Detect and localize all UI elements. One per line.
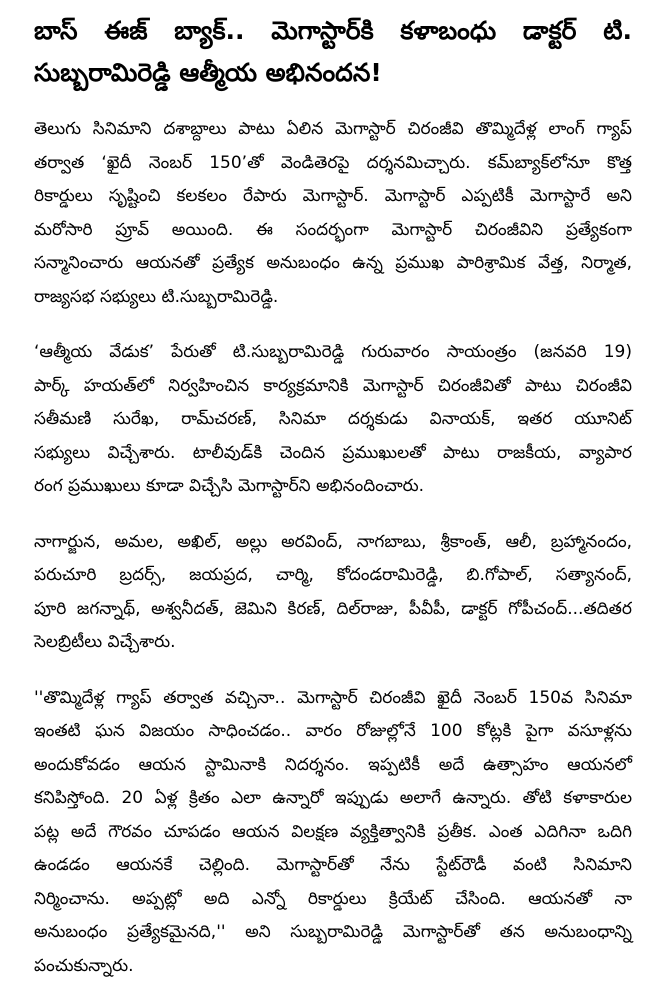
paragraph-line: ఉండడం ఆయనకే చెల్లింది. మెగాస్టార్‌తో నేను స్టేట్‌రౌడీ వంటి సినిమాని bbox=[34, 855, 632, 875]
paragraph-line: సతీమణి సురేఖ, రామ్‌చరణ్, సినిమా దర్శకుడు వినాయక్, ఇతర యూనిట్ bbox=[34, 409, 632, 429]
paragraph-line: సెలబ్రిటీలు విచ్చేశారు. bbox=[34, 632, 176, 652]
paragraph-line: తర్వాత ‘ఖైదీ నెంబర్ 150’తో వెండితెరపై దర్శనమిచ్చారు. కమ్‌బ్యాక్‌లోనూ కొత్త bbox=[34, 152, 632, 173]
article-title-line: సుబ్బరామిరెడ్డి ఆత్మీయ అభినందన! bbox=[34, 58, 382, 87]
paragraph-line: పరుచూరి బ్రదర్స్, జయప్రద, చార్మి, కోదండరామిరెడ్డి, బి.గోపాల్, సత్యానంద్, bbox=[34, 565, 632, 585]
paragraph-line: రికార్డులు సృష్టించి కలకలం రేపారు మెగాస్టార్. మెగాస్టార్ ఎప్పటికీ మెగాస్టారే అని bbox=[34, 186, 632, 206]
paragraph-line: అనుబంధం ప్రత్యేకమైనది,'' అని సుబ్బరామిరెడ్డి మెగాస్టార్‌తో తన అనుబంధాన్ని bbox=[34, 922, 632, 942]
paragraph-line: పంచుకున్నారు. bbox=[34, 955, 134, 976]
paragraph-line: సభ్యులు విచ్చేశారు. టాలీవుడ్‌కి చెందిన ప్రముఖులతో పాటు రాజకీయ, వ్యాపార bbox=[34, 442, 632, 463]
paragraph-line: తెలుగు సినిమాని దశాబ్దాలు పాటు ఏలిన మెగాస్టార్ చిరంజీవి తొమ్మిదేళ్ల లాంగ్ గ్యాప్ bbox=[34, 119, 632, 139]
article-title-line: బాస్ ఈజ్ బ్యాక్.. మెగాస్టార్‌కి కళాబంధు డాక్టర్ టి. bbox=[34, 16, 632, 45]
paragraph-line: కనిపిస్తోంది. 20 ఏళ్ల క్రితం ఎలా ఉన్నారో ఇప్పుడు అలాగే ఉన్నారు. తోటి కళాకారుల bbox=[34, 788, 632, 808]
paragraph-line: ఇంతటి ఘన విజయం సాధించడం.. వారం రోజుల్లోనే 100 కోట్లకి పైగా వసూళ్లను bbox=[34, 721, 632, 741]
article-paragraph bbox=[34, 113, 632, 314]
paragraph-line: సన్మానించారు ఆయనతో ప్రత్యేక అనుబంధం ఉన్న ప్రముఖ పారిశ్రామిక వేత్త, నిర్మాత, bbox=[34, 253, 632, 273]
article-paragraph bbox=[34, 682, 632, 984]
paragraph-line: రంగ ప్రముఖులు కూడా విచ్చేసి మెగాస్టార్‌ని అభినందించారు. bbox=[34, 476, 425, 496]
article-paragraph bbox=[34, 526, 632, 660]
paragraph-line: పూరి జగన్నాథ్, అశ్వనీదత్, జెమిని కిరణ్, దిల్‌రాజు, పీవీపీ, డాక్టర్ గోపీచంద్...తదితర bbox=[34, 598, 632, 619]
paragraph-line: అందుకోవడం ఆయన స్టామినాకి నిదర్శనం. ఇప్పటికీ అదే ఉత్సాహం ఆయనలో bbox=[34, 754, 632, 775]
paragraph-line: పార్క్ హయత్‌లో నిర్వహించిన కార్యక్రమానికి మెగాస్టార్ చిరంజీవితో పాటు చిరంజీవి bbox=[34, 375, 632, 396]
article-paragraph bbox=[34, 336, 632, 504]
paragraph-line: ‘ఆత్మీయ వేడుక’ పేరుతో టి.సుబ్బరామిరెడ్డి గురువారం సాయంత్రం (జనవరి 19) bbox=[34, 342, 632, 362]
paragraph-line: నిర్మించాను. అప్పట్లో అది ఎన్నో రికార్డులు క్రియేట్ చేసింది. ఆయనతో నా bbox=[34, 888, 632, 909]
paragraph-line: రాజ్యసభ సభ్యులు టి.సుబ్బరామిరెడ్డి. bbox=[34, 286, 279, 307]
article-title bbox=[34, 10, 632, 94]
paragraph-line: పట్ల అదే గౌరవం చూపడం ఆయన విలక్షణ వ్యక్తిత్వానికి ప్రతీక. ఎంత ఎదిగినా ఒదిగి bbox=[34, 821, 632, 842]
paragraph-line: ''తొమ్మిదేళ్ల గ్యాప్ తర్వాత వచ్చినా.. మెగాస్టార్ చిరంజీవి ఖైదీ నెంబర్ 150వ సినిమా bbox=[34, 687, 632, 708]
paragraph-line: మరోసారి ప్రూవ్ అయింది. ఈ సందర్భంగా మెగాస్టార్ చిరంజీవిని ప్రత్యేకంగా bbox=[34, 219, 632, 240]
paragraph-line: నాగార్జున, అమల, అఖిల్, అల్లు అరవింద్, నాగబాబు, శ్రీకాంత్, ఆలీ, బ్రహ్మానందం, bbox=[34, 531, 632, 552]
article-body bbox=[34, 113, 632, 983]
